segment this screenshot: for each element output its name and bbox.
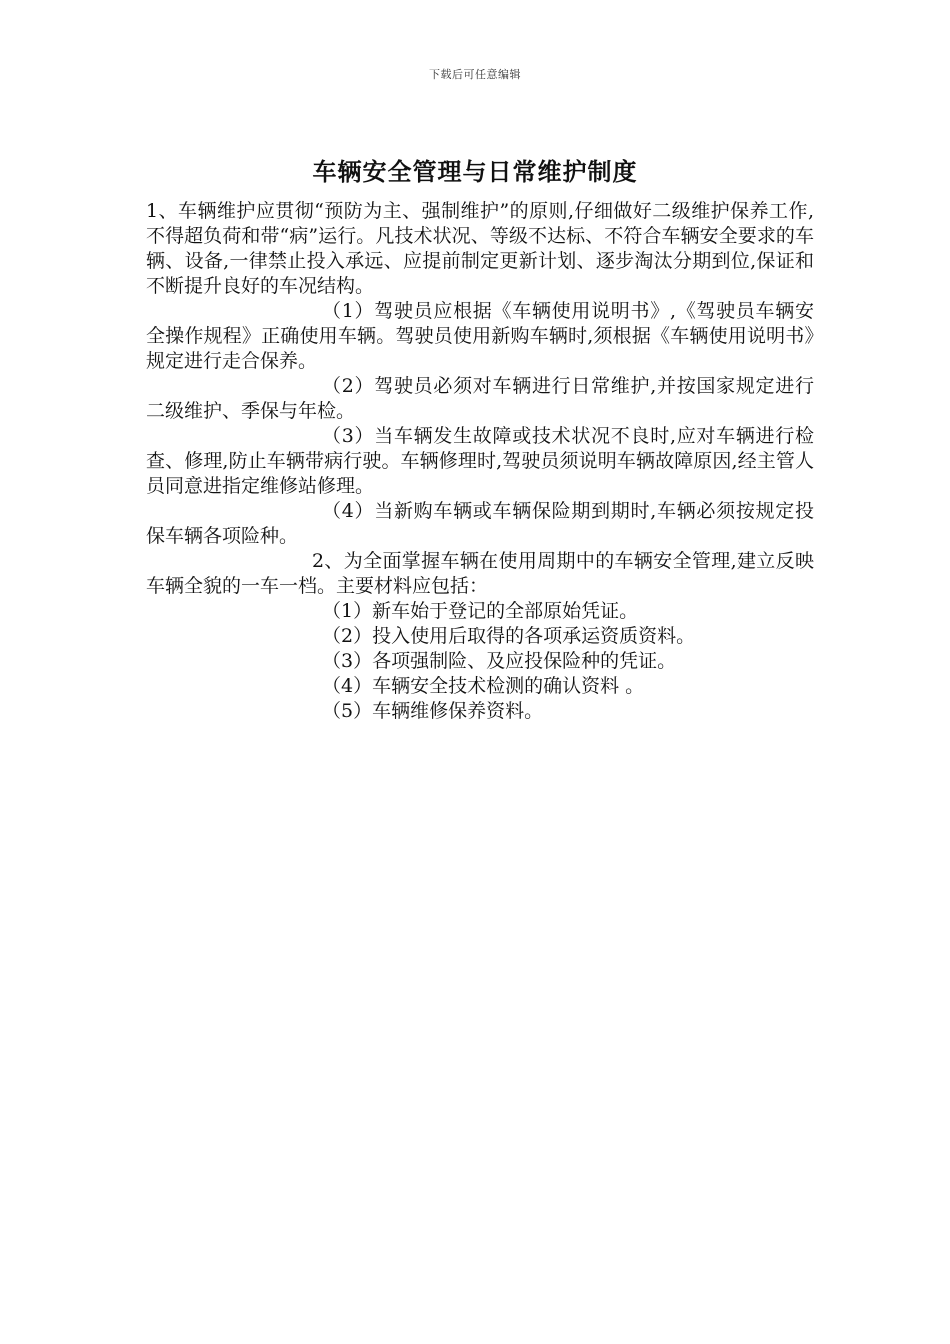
document-body [146, 199, 814, 724]
section-1-item-3: （3）当车辆发生故障或技术状况不良时,应对车辆进行检查、修理,防止车辆带病行驶。车辆修理时,驾驶员须说明车辆故障原因,经主管人员同意进指定维修站修理。 [146, 425, 814, 497]
section-1-item-4: （4）当新购车辆或车辆保险期到期时,车辆必须按规定投保车辆各项险种。 [146, 500, 814, 547]
header-note: 下载后可任意编辑 [429, 68, 521, 81]
section-2-item-3: （3）各项强制险、及应投保险种的凭证。 [322, 650, 677, 672]
section-2-intro: 2、为全面掌握车辆在使用周期中的车辆安全管理,建立反映车辆全貌的一车一档。主要材料应包括： [146, 550, 814, 597]
section-2-item-2: （2）投入使用后取得的各项承运资质资料。 [322, 625, 696, 647]
section-2-item-5: （5）车辆维修保养资料。 [322, 700, 544, 722]
document-title: 车辆安全管理与日常维护制度 [312, 158, 638, 186]
section-2-item-4: （4）车辆安全技术检测的确认资料 。 [322, 675, 645, 697]
section-1-item-1: （1）驾驶员应根据《车辆使用说明书》,《驾驶员车辆安全操作规程》正确使用车辆。驾驶员使用新购车辆时,须根据《车辆使用说明书》规定进行走合保养。 [146, 300, 814, 372]
section-1-item-2: （2）驾驶员必须对车辆进行日常维护,并按国家规定进行二级维护、季保与年检。 [146, 375, 814, 422]
section-1-intro: 1、车辆维护应贯彻“预防为主、强制维护”的原则,仔细做好二级维护保养工作,不得超负荷和带“病”运行。凡技术状况、等级不达标、不符合车辆安全要求的车辆、设备,一律禁止投入承远、应提前制定更新计划、逐步淘汰分期到位,保证和不断提升良好的车况结构。 [146, 200, 814, 297]
section-2-item-1: （1）新车始于登记的全部原始凭证。 [322, 600, 639, 622]
